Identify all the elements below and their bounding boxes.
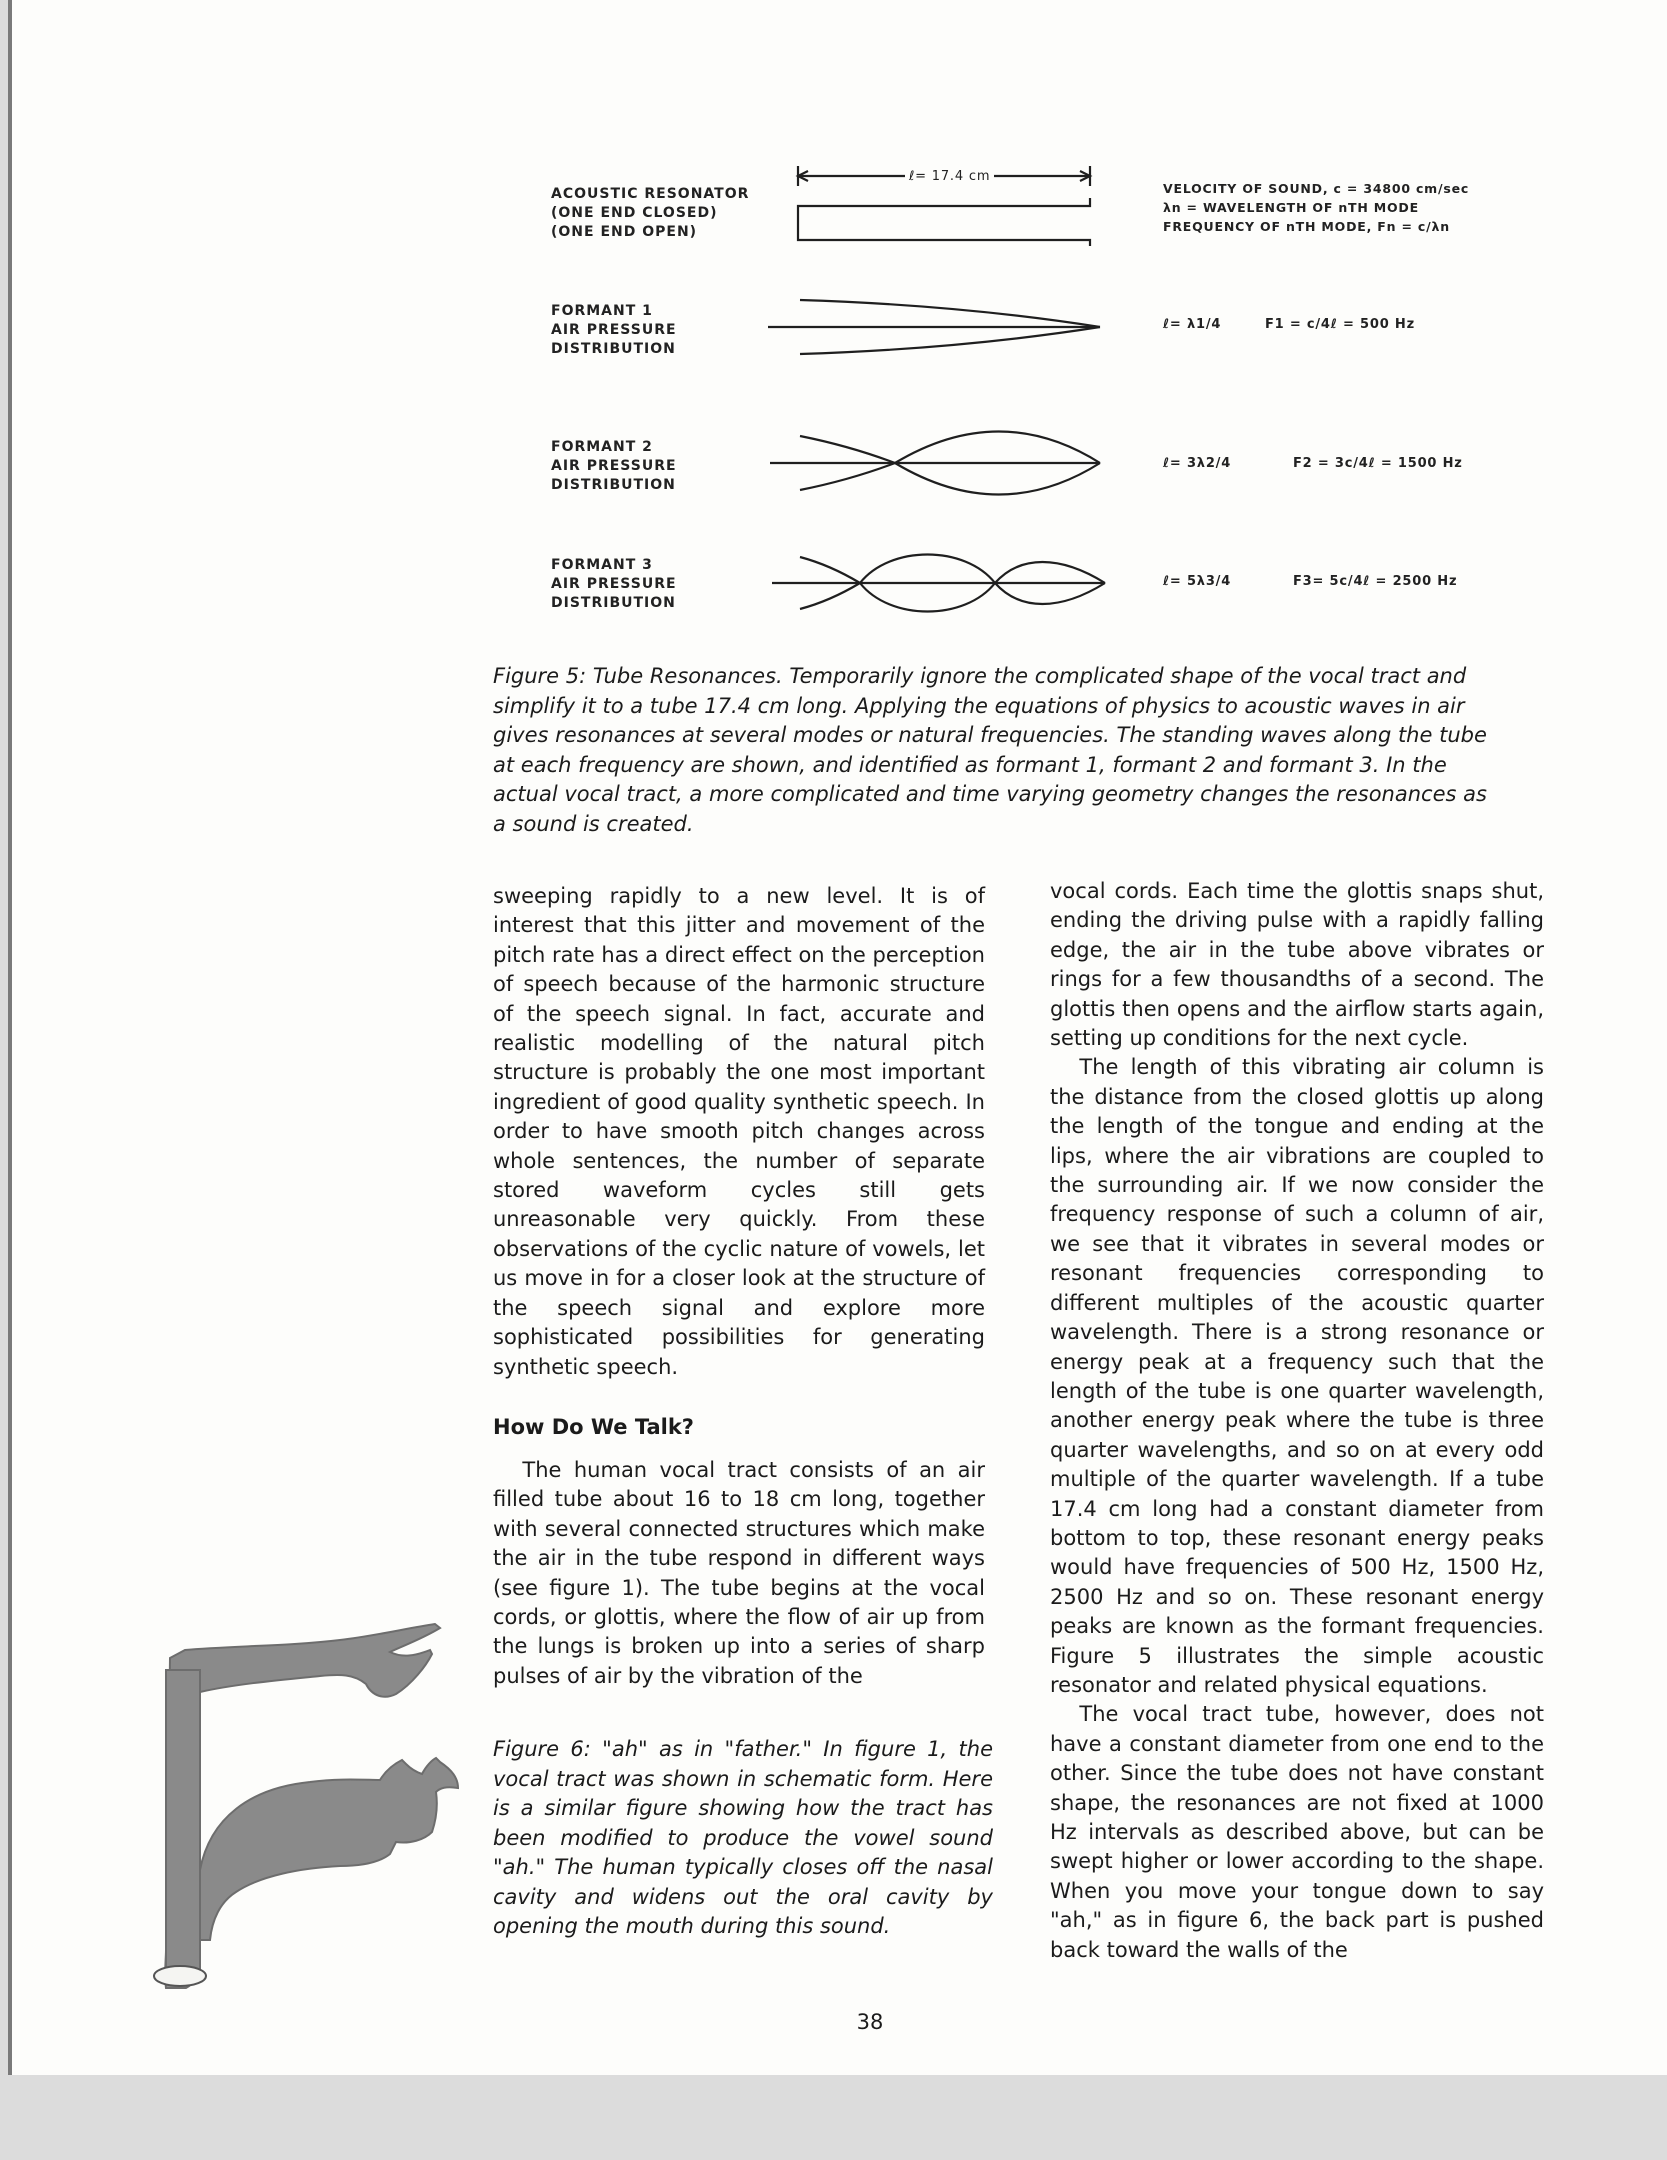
formant-1-wave bbox=[768, 300, 1100, 354]
figure-5-caption: Figure 5: Tube Resonances. Temporarily ignore the complicated shape of the vocal tract and simplify it to a tube 17.4 cm long. Applying the equations of physics to acoustic waves in air gives resonances at several modes or natural frequencies. The standing waves along the tube at each frequency are shown, and identified as formant 1, formant 2 and formant 3. In the actual vocal tract, a more complicated and time varying geometry changes the resonances as a sound is created. bbox=[493, 664, 1487, 836]
tube-length-label: ℓ= 17.4 cm bbox=[905, 169, 994, 184]
formant-1-label: FORMANT 1 AIR PRESSURE DISTRIBUTION bbox=[551, 303, 677, 357]
formant-2-frequency-eq: F2 = 3c/4ℓ = 1500 Hz bbox=[1293, 456, 1463, 471]
resonator-notes: VELOCITY OF SOUND, c = 34800 cm/sec λn = WAVELENGTH OF nTH MODE FREQUENCY OF nTH MODE, Fn = c/λn bbox=[1163, 181, 1470, 234]
formant-3-label: FORMANT 3 AIR PRESSURE DISTRIBUTION bbox=[551, 557, 677, 611]
left-paragraph-1: sweeping rapidly to a new level. It is of interest that this jitter and movement of the pitch rate has a direct effect on the perception of speech because of the harmonic structure of the speech signal. In fact, accurate and realistic modelling of the natural pitch structure is probably the one most important ingredient of good quality synthetic speech. In order to have smooth pitch changes across whole sentences, the number of separate stored waveform cycles still gets unreasonable very quickly. From these observations of the cyclic nature of vowels, let us move in for a closer look at the structure of the speech signal and explore more sophisticated possibilities for generating synthetic speech. bbox=[493, 884, 985, 1379]
formant-3-wavelength-eq: ℓ= 5λ3/4 bbox=[1163, 574, 1232, 589]
binding-edge bbox=[8, 0, 12, 2075]
section-heading: How Do We Talk? bbox=[493, 1415, 694, 1439]
formant-3-frequency-eq: F3= 5c/4ℓ = 2500 Hz bbox=[1293, 574, 1458, 589]
resonator-label: ACOUSTIC RESONATOR (ONE END CLOSED) (ONE END OPEN) bbox=[551, 186, 750, 240]
left-paragraph-2: The human vocal tract consists of an air filled tube about 16 to 18 cm long, together with several connected structures which make the air in the tube respond in different ways (see figure 1). The tube begins at the vocal cords, or glottis, where the flow of air up from the lungs is broken up into a series of sharp pulses of air by the vibration of the bbox=[493, 1458, 985, 1688]
figure-5-diagram bbox=[760, 160, 1120, 620]
right-paragraph-2: The length of this vibrating air column is the distance from the closed glottis up along the length of the tongue and ending at the lips, where the air vibrations are coupled to the surrounding air. If we now consider the frequency response of such a column of air, we see that it vibrates in several modes or resonant frequencies corresponding to different multiples of the acoustic quarter wavelength. There is a strong resonance or energy peak at a frequency such that the length of the tube is one quarter wavelength, another energy peak where the tube is three quarter wavelengths, and so on at every odd multiple of the quarter wavelength. If a tube 17.4 cm long had a constant diameter from bottom to top, these resonant energy peaks would have frequencies of 500 Hz, 1500 Hz, 2500 Hz and so on. These resonant energy peaks are known as the formant frequencies. Figure 5 illustrates the simple acoustic resonator and related physical equations. bbox=[1050, 1055, 1544, 1697]
formant-2-wavelength-eq: ℓ= 3λ2/4 bbox=[1163, 456, 1232, 471]
pharynx-tube bbox=[166, 1670, 200, 1980]
page-number: 38 bbox=[856, 2010, 884, 2034]
right-column bbox=[1050, 877, 1544, 1965]
left-column-top bbox=[493, 882, 985, 1382]
oral-cavity bbox=[200, 1758, 458, 1940]
glottis bbox=[154, 1966, 206, 1986]
formant-1-wavelength-eq: ℓ= λ1/4 bbox=[1163, 317, 1222, 332]
right-paragraph-3: The vocal tract tube, however, does not have a constant diameter from one end to the other. Since the tube does not have constant shape, the resonances are not fixed at 1000 Hz intervals as described above, but can be swept higher or lower according to the shape. When you move your tongue down to say "ah," as in figure 6, the back part is pushed back toward the walls of the bbox=[1050, 1702, 1544, 1962]
figure-6-caption: Figure 6: "ah" as in "father." In figure 1, the vocal tract was shown in schematic form. Here is a similar figure showing how the tract has been modified to produce the vowel sound "ah." The human typically closes off the nasal cavity and widens out the oral cavity by opening the mouth during this sound. bbox=[493, 1737, 993, 1938]
formant-2-wave bbox=[770, 432, 1100, 495]
formant-3-wave bbox=[772, 555, 1105, 612]
formant-1-frequency-eq: F1 = c/4ℓ = 500 Hz bbox=[1265, 317, 1415, 332]
resonator-tube bbox=[798, 198, 1090, 246]
formant-2-label: FORMANT 2 AIR PRESSURE DISTRIBUTION bbox=[551, 439, 677, 493]
figure-6-vocal-tract bbox=[140, 1610, 495, 1990]
right-paragraph-1: vocal cords. Each time the glottis snaps shut, ending the driving pulse with a rapidly falling edge, the air in the tube above vibrates or rings for a few thousandths of a second. The glottis then opens and the airflow starts again, setting up conditions for the next cycle. bbox=[1050, 879, 1544, 1051]
left-column-bottom bbox=[493, 1456, 985, 1691]
